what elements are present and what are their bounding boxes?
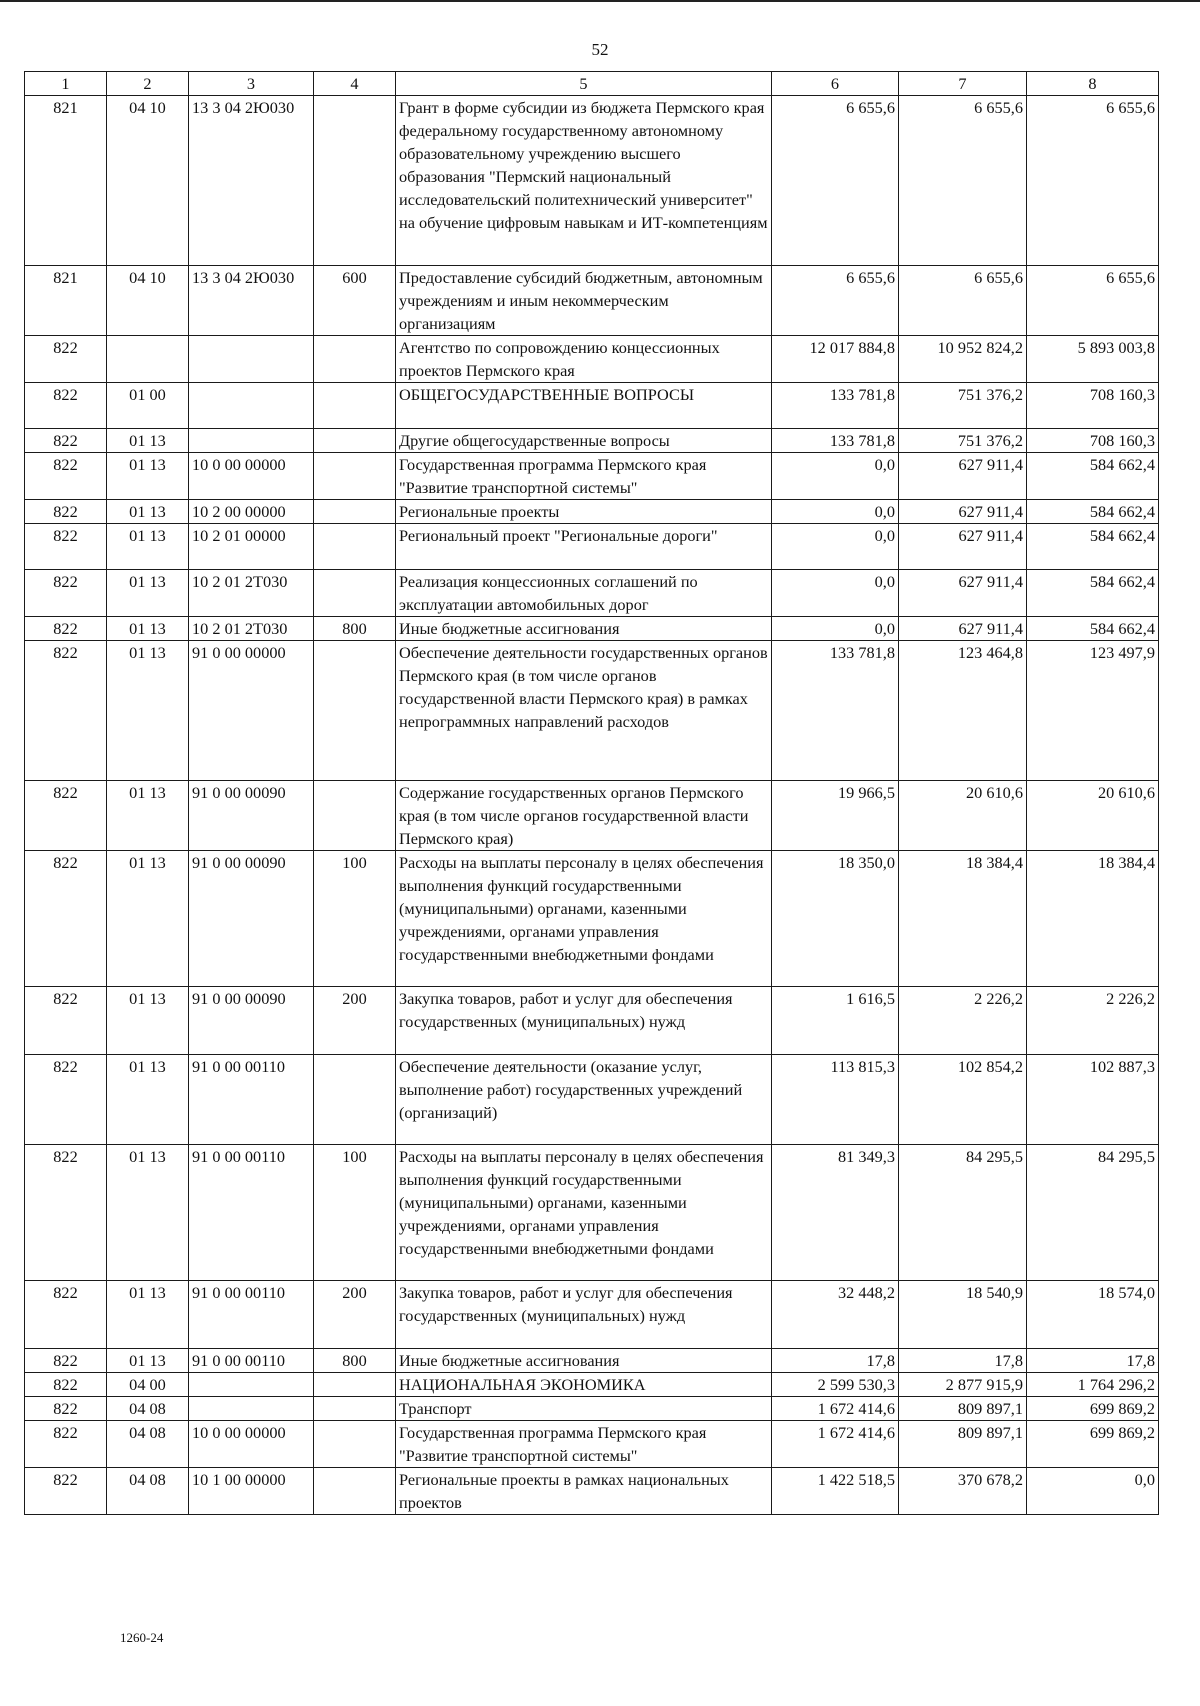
table-cell-col5: Содержание государственных органов Пермского края (в том числе органов государственной власти Пермского края) [396, 781, 772, 851]
table-cell-col3: 10 1 00 00000 [189, 1468, 314, 1515]
col-header-5: 5 [396, 72, 772, 96]
table-cell-col4: 100 [314, 1145, 396, 1281]
table-cell-col3: 91 0 00 00090 [189, 851, 314, 987]
table-cell-col8: 708 160,3 [1027, 383, 1159, 429]
col-header-3: 3 [189, 72, 314, 96]
table-row [25, 851, 1159, 987]
table-cell-col8: 584 662,4 [1027, 453, 1159, 500]
table-cell-col3: 13 3 04 2Ю030 [189, 96, 314, 266]
page-number: 52 [591, 40, 609, 59]
table-cell-col1: 822 [25, 500, 107, 524]
table-row [25, 1468, 1159, 1515]
table-row [25, 570, 1159, 617]
table-cell-col2: 01 13 [107, 570, 189, 617]
table-cell-col6: 81 349,3 [772, 1145, 899, 1281]
table-cell-col2: 01 13 [107, 500, 189, 524]
table-cell-col3: 10 2 01 2Т030 [189, 617, 314, 641]
table-cell-col4 [314, 383, 396, 429]
table-cell-col2: 01 13 [107, 641, 189, 781]
table-row [25, 1373, 1159, 1397]
table-cell-col7: 6 655,6 [899, 266, 1027, 336]
table-cell-col1: 822 [25, 336, 107, 383]
table-cell-col1: 822 [25, 1397, 107, 1421]
table-cell-col6: 0,0 [772, 617, 899, 641]
table-cell-col7: 627 911,4 [899, 500, 1027, 524]
table-cell-col2: 04 10 [107, 96, 189, 266]
table-cell-col4 [314, 1055, 396, 1145]
table-cell-col6: 18 350,0 [772, 851, 899, 987]
table-cell-col4 [314, 781, 396, 851]
table-row [25, 500, 1159, 524]
table-cell-col5: Закупка товаров, работ и услуг для обеспечения государственных (муниципальных) нужд [396, 1281, 772, 1349]
col-header-6: 6 [772, 72, 899, 96]
table-row [25, 641, 1159, 781]
table-cell-col3 [189, 1397, 314, 1421]
table-cell-col3: 91 0 00 00110 [189, 1349, 314, 1373]
table-cell-col5: Обеспечение деятельности государственных органов Пермского края (в том числе органов государственной власти Пермского края) в рамках непрограммных направлений расходов [396, 641, 772, 781]
table-cell-col7: 751 376,2 [899, 429, 1027, 453]
table-cell-col2: 01 13 [107, 429, 189, 453]
table-cell-col2: 01 13 [107, 1055, 189, 1145]
table-cell-col2: 01 13 [107, 987, 189, 1055]
table-cell-col8: 0,0 [1027, 1468, 1159, 1515]
document-code: 1260-24 [120, 1630, 164, 1645]
table-cell-col8: 708 160,3 [1027, 429, 1159, 453]
table-cell-col2: 01 00 [107, 383, 189, 429]
table-row [25, 617, 1159, 641]
table-cell-col4: 600 [314, 266, 396, 336]
table-row [25, 987, 1159, 1055]
table-cell-col7: 6 655,6 [899, 96, 1027, 266]
table-row [25, 96, 1159, 266]
table-cell-col3 [189, 1373, 314, 1397]
table-cell-col8: 584 662,4 [1027, 570, 1159, 617]
table-cell-col1: 822 [25, 1349, 107, 1373]
table-cell-col3: 91 0 00 00110 [189, 1281, 314, 1349]
table-cell-col7: 2 877 915,9 [899, 1373, 1027, 1397]
table-cell-col6: 6 655,6 [772, 266, 899, 336]
table-cell-col4 [314, 524, 396, 570]
table-cell-col1: 822 [25, 1373, 107, 1397]
table-cell-col2: 01 13 [107, 851, 189, 987]
table-cell-col5: Государственная программа Пермского края "Развитие транспортной системы" [396, 453, 772, 500]
table-cell-col8: 18 574,0 [1027, 1281, 1159, 1349]
table-row [25, 781, 1159, 851]
table-cell-col3: 91 0 00 00090 [189, 987, 314, 1055]
table-cell-col6: 0,0 [772, 570, 899, 617]
table-cell-col7: 123 464,8 [899, 641, 1027, 781]
col-header-1: 1 [25, 72, 107, 96]
table-cell-col2: 01 13 [107, 1281, 189, 1349]
table-cell-col6: 133 781,8 [772, 383, 899, 429]
table-cell-col5: Расходы на выплаты персоналу в целях обеспечения выполнения функций государственными (муниципальными) органами, казенными учреждениями, органами управления государственными внебюджетными фондами [396, 1145, 772, 1281]
table-cell-col6: 1 672 414,6 [772, 1397, 899, 1421]
table-cell-col6: 12 017 884,8 [772, 336, 899, 383]
table-cell-col4 [314, 336, 396, 383]
table-cell-col1: 822 [25, 1145, 107, 1281]
table-cell-col5: ОБЩЕГОСУДАРСТВЕННЫЕ ВОПРОСЫ [396, 383, 772, 429]
table-cell-col3: 10 2 01 2Т030 [189, 570, 314, 617]
table-cell-col6: 0,0 [772, 500, 899, 524]
table-cell-col3 [189, 336, 314, 383]
table-cell-col1: 822 [25, 781, 107, 851]
table-cell-col8: 102 887,3 [1027, 1055, 1159, 1145]
table-cell-col8: 584 662,4 [1027, 524, 1159, 570]
col-header-8: 8 [1027, 72, 1159, 96]
table-cell-col4: 800 [314, 1349, 396, 1373]
table-cell-col4: 800 [314, 617, 396, 641]
table-cell-col4 [314, 1421, 396, 1468]
table-cell-col8: 20 610,6 [1027, 781, 1159, 851]
table-cell-col2: 01 13 [107, 453, 189, 500]
table-row [25, 1349, 1159, 1373]
table-cell-col4 [314, 570, 396, 617]
table-cell-col8: 123 497,9 [1027, 641, 1159, 781]
table-cell-col3: 10 2 01 00000 [189, 524, 314, 570]
table-cell-col6: 19 966,5 [772, 781, 899, 851]
table-cell-col4 [314, 1397, 396, 1421]
table-cell-col6: 0,0 [772, 453, 899, 500]
table-cell-col7: 18 540,9 [899, 1281, 1027, 1349]
table-cell-col3: 10 2 00 00000 [189, 500, 314, 524]
table-cell-col7: 370 678,2 [899, 1468, 1027, 1515]
table-cell-col4 [314, 1373, 396, 1397]
table-cell-col6: 2 599 530,3 [772, 1373, 899, 1397]
table-cell-col2: 04 08 [107, 1468, 189, 1515]
table-row [25, 453, 1159, 500]
table-cell-col5: Региональные проекты в рамках национальных проектов [396, 1468, 772, 1515]
table-cell-col5: НАЦИОНАЛЬНАЯ ЭКОНОМИКА [396, 1373, 772, 1397]
table-cell-col8: 2 226,2 [1027, 987, 1159, 1055]
table-cell-col2: 01 13 [107, 617, 189, 641]
table-cell-col2: 01 13 [107, 524, 189, 570]
table-cell-col4 [314, 1468, 396, 1515]
table-cell-col7: 10 952 824,2 [899, 336, 1027, 383]
table-cell-col8: 699 869,2 [1027, 1397, 1159, 1421]
table-cell-col4: 200 [314, 987, 396, 1055]
table-cell-col4 [314, 500, 396, 524]
table-cell-col1: 822 [25, 1421, 107, 1468]
col-header-7: 7 [899, 72, 1027, 96]
table-cell-col3: 91 0 00 00090 [189, 781, 314, 851]
table-row [25, 1145, 1159, 1281]
table-cell-col5: Предоставление субсидий бюджетным, автономным учреждениям и иным некоммерческим организациям [396, 266, 772, 336]
table-cell-col1: 822 [25, 570, 107, 617]
table-cell-col6: 1 672 414,6 [772, 1421, 899, 1468]
table-row [25, 1055, 1159, 1145]
table-cell-col7: 18 384,4 [899, 851, 1027, 987]
table-cell-col7: 84 295,5 [899, 1145, 1027, 1281]
table-row [25, 383, 1159, 429]
table-row [25, 266, 1159, 336]
table-cell-col7: 809 897,1 [899, 1397, 1027, 1421]
table-cell-col4 [314, 641, 396, 781]
table-row [25, 336, 1159, 383]
table-cell-col1: 822 [25, 641, 107, 781]
table-cell-col5: Грант в форме субсидии из бюджета Пермского края федеральному государственному автономному образовательному учреждению высшего образования "Пермский национальный исследовательский политехнический университет" на обучение цифровым навыкам и ИТ-компетенциям [396, 96, 772, 266]
table-cell-col8: 6 655,6 [1027, 96, 1159, 266]
table-cell-col1: 822 [25, 617, 107, 641]
table-cell-col5: Обеспечение деятельности (оказание услуг, выполнение работ) государственных учреждений (организаций) [396, 1055, 772, 1145]
table-cell-col7: 2 226,2 [899, 987, 1027, 1055]
table-cell-col3: 91 0 00 00110 [189, 1145, 314, 1281]
header-row [25, 72, 1159, 96]
table-cell-col5: Другие общегосударственные вопросы [396, 429, 772, 453]
table-cell-col6: 6 655,6 [772, 96, 899, 266]
table-cell-col7: 627 911,4 [899, 453, 1027, 500]
table-cell-col6: 1 616,5 [772, 987, 899, 1055]
table-cell-col8: 6 655,6 [1027, 266, 1159, 336]
table-cell-col5: Региональные проекты [396, 500, 772, 524]
table-cell-col7: 20 610,6 [899, 781, 1027, 851]
table-row [25, 1281, 1159, 1349]
table-cell-col2: 04 10 [107, 266, 189, 336]
table-cell-col2: 04 08 [107, 1397, 189, 1421]
table-cell-col5: Транспорт [396, 1397, 772, 1421]
table-cell-col8: 1 764 296,2 [1027, 1373, 1159, 1397]
table-cell-col7: 751 376,2 [899, 383, 1027, 429]
table-cell-col1: 822 [25, 1468, 107, 1515]
table-cell-col7: 627 911,4 [899, 570, 1027, 617]
table-cell-col7: 627 911,4 [899, 617, 1027, 641]
table-cell-col3 [189, 383, 314, 429]
table-cell-col3 [189, 429, 314, 453]
table-cell-col7: 102 854,2 [899, 1055, 1027, 1145]
col-header-4: 4 [314, 72, 396, 96]
table-cell-col6: 0,0 [772, 524, 899, 570]
table-cell-col8: 584 662,4 [1027, 500, 1159, 524]
table-cell-col1: 821 [25, 266, 107, 336]
table-row [25, 524, 1159, 570]
table-cell-col5: Иные бюджетные ассигнования [396, 1349, 772, 1373]
col-header-2: 2 [107, 72, 189, 96]
table-row [25, 1421, 1159, 1468]
top-rule [0, 0, 1200, 2]
table-cell-col1: 822 [25, 987, 107, 1055]
table-cell-col5: Расходы на выплаты персоналу в целях обеспечения выполнения функций государственными (муниципальными) органами, казенными учреждениями, органами управления государственными внебюджетными фондами [396, 851, 772, 987]
table-cell-col8: 584 662,4 [1027, 617, 1159, 641]
table-cell-col6: 17,8 [772, 1349, 899, 1373]
table-cell-col6: 113 815,3 [772, 1055, 899, 1145]
table-cell-col2 [107, 336, 189, 383]
table-cell-col1: 822 [25, 524, 107, 570]
table-cell-col4 [314, 429, 396, 453]
table-cell-col5: Иные бюджетные ассигнования [396, 617, 772, 641]
table-cell-col4 [314, 453, 396, 500]
table-cell-col2: 01 13 [107, 1145, 189, 1281]
table-cell-col2: 04 08 [107, 1421, 189, 1468]
table-cell-col1: 821 [25, 96, 107, 266]
table-cell-col8: 699 869,2 [1027, 1421, 1159, 1468]
table-cell-col3: 91 0 00 00000 [189, 641, 314, 781]
table-row [25, 1397, 1159, 1421]
table-cell-col3: 91 0 00 00110 [189, 1055, 314, 1145]
table-cell-col2: 04 00 [107, 1373, 189, 1397]
table-cell-col3: 10 0 00 00000 [189, 453, 314, 500]
table-cell-col1: 822 [25, 1281, 107, 1349]
table-cell-col1: 822 [25, 851, 107, 987]
table-cell-col1: 822 [25, 429, 107, 453]
table-cell-col6: 32 448,2 [772, 1281, 899, 1349]
table-cell-col8: 18 384,4 [1027, 851, 1159, 987]
table-cell-col4: 100 [314, 851, 396, 987]
budget-table [24, 71, 1159, 1515]
table-cell-col2: 01 13 [107, 781, 189, 851]
table-cell-col3: 10 0 00 00000 [189, 1421, 314, 1468]
table-cell-col6: 1 422 518,5 [772, 1468, 899, 1515]
table-cell-col5: Государственная программа Пермского края "Развитие транспортной системы" [396, 1421, 772, 1468]
table-cell-col5: Агентство по сопровождению концессионных проектов Пермского края [396, 336, 772, 383]
table-cell-col4: 200 [314, 1281, 396, 1349]
table-cell-col2: 01 13 [107, 1349, 189, 1373]
table-cell-col8: 17,8 [1027, 1349, 1159, 1373]
table-cell-col7: 17,8 [899, 1349, 1027, 1373]
table-cell-col7: 627 911,4 [899, 524, 1027, 570]
table-cell-col5: Закупка товаров, работ и услуг для обеспечения государственных (муниципальных) нужд [396, 987, 772, 1055]
table-cell-col8: 84 295,5 [1027, 1145, 1159, 1281]
table-cell-col3: 13 3 04 2Ю030 [189, 266, 314, 336]
table-cell-col6: 133 781,8 [772, 641, 899, 781]
table-cell-col1: 822 [25, 1055, 107, 1145]
table-cell-col4 [314, 96, 396, 266]
table-row [25, 429, 1159, 453]
table-cell-col1: 822 [25, 383, 107, 429]
table-cell-col5: Реализация концессионных соглашений по эксплуатации автомобильных дорог [396, 570, 772, 617]
table-cell-col8: 5 893 003,8 [1027, 336, 1159, 383]
table-cell-col6: 133 781,8 [772, 429, 899, 453]
table-cell-col1: 822 [25, 453, 107, 500]
table-cell-col5: Региональный проект "Региональные дороги" [396, 524, 772, 570]
table-cell-col7: 809 897,1 [899, 1421, 1027, 1468]
